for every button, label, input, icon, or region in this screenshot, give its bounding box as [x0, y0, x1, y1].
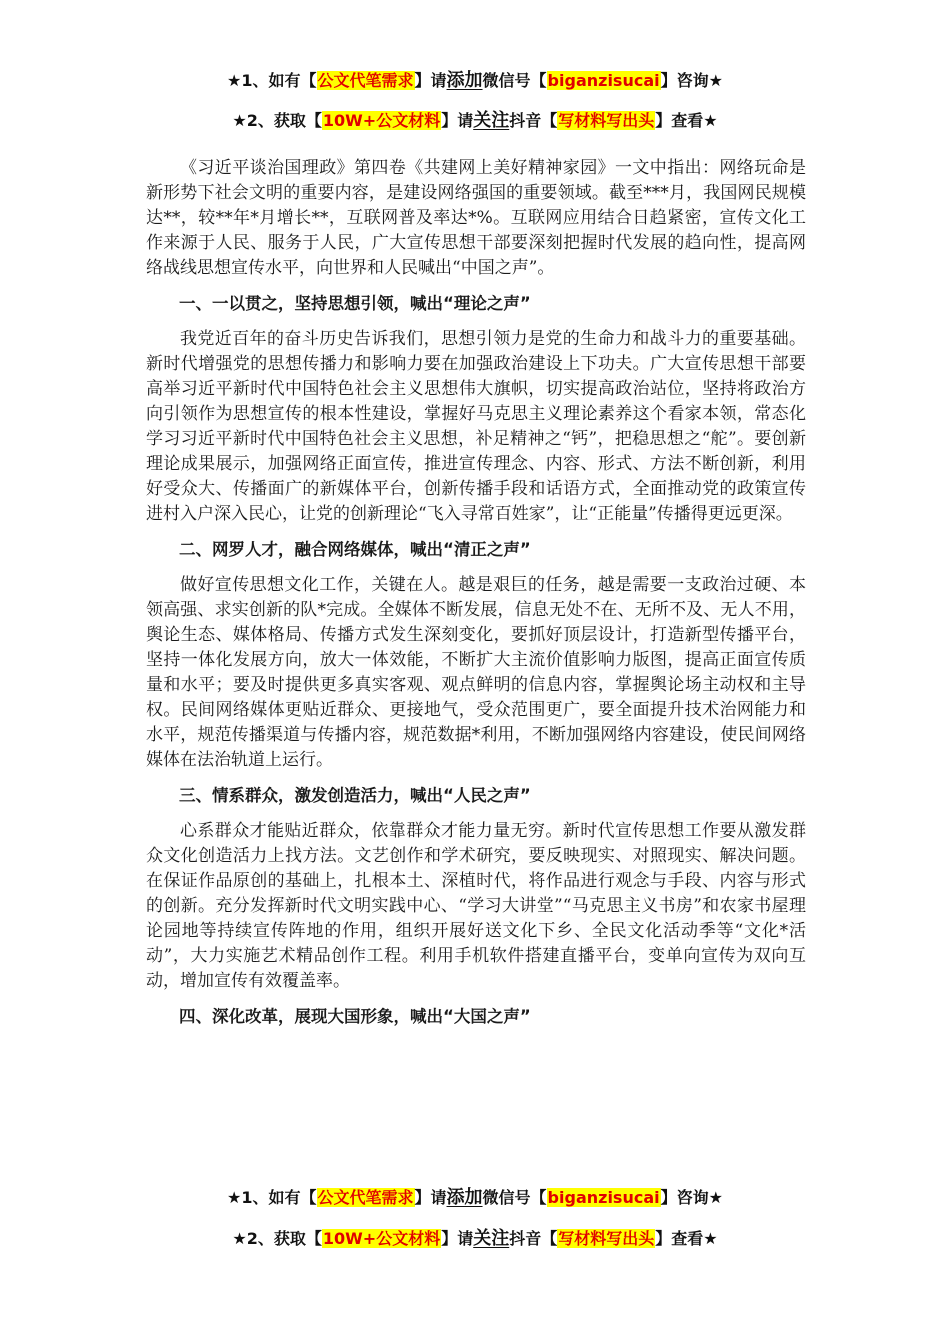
section-heading-2: 二、网罗人才，融合网络媒体，喊出“清正之声” — [179, 540, 531, 559]
banner-highlight-service: 公文代笔需求 — [317, 1188, 414, 1207]
intro-paragraph: 《习近平谈治国理政》第四卷《共建网上美好精神家园》一文中指出：网络玩命是新形势下社会文明的重要内容，是建设网络强国的重要领域。截至***月，我国网民规模达**，较**年*月增长**，互联网普及率达*%。互联网应用结合日趋紧密，宣传文化工作来源于人民、服务于人民，广大宣传思想干部要深刻把握时代发展的趋向性，提高网络战线思想宣传水平，向世界和人民喊出“中国之声”。 — [146, 158, 806, 278]
banner-underlined-word: 关注 — [473, 1228, 510, 1249]
top-banner-line-2 — [0, 109, 950, 133]
banner-underlined-word: 关注 — [473, 110, 510, 131]
banner-suffix: 】咨询★ — [660, 1188, 723, 1207]
banner-prefix: ★1、如有【 — [227, 71, 317, 90]
banner-prefix: ★1、如有【 — [227, 1188, 317, 1207]
banner-underlined-word: 添加 — [446, 1187, 483, 1208]
banner-text: 抖音【 — [509, 111, 558, 130]
section-body-1: 我党近百年的奋斗历史告诉我们，思想引领力是党的生命力和战斗力的重要基础。新时代增强党的思想传播力和影响力要在加强政治建设上下功夫。广大宣传思想干部要高举习近平新时代中国特色社会主义思想伟大旗帜，切实提高政治站位，坚持将政治方向引领作为思想宣传的根本性建设，掌握好马克思主义理论素养这个看家本领，常态化学习习近平新时代中国特色社会主义思想，补足精神之“钙”，把稳思想之“舵”。要创新理论成果展示，加强网络正面宣传，推进宣传理念、内容、形式、方法不断创新，利用好受众大、传播面广的新媒体平台，创新传播手段和话语方式，全面推动党的政策宣传进村入户深入民心，让党的创新理论“飞入寻常百姓家”，让“正能量”传播得更远更深。 — [146, 329, 806, 524]
banner-highlight-materials: 10W+公文材料 — [322, 1229, 441, 1248]
banner-highlight-materials: 10W+公文材料 — [322, 111, 441, 130]
section-heading-3: 三、情系群众，激发创造活力，喊出“人民之声” — [179, 786, 531, 805]
banner-text: 微信号【 — [482, 1188, 547, 1207]
banner-highlight-wechat-id: biganzisucai — [547, 1188, 660, 1207]
bottom-banner-line-2 — [0, 1227, 950, 1251]
banner-underlined-word: 添加 — [446, 70, 483, 91]
banner-suffix: 】查看★ — [655, 111, 718, 130]
section-body-3: 心系群众才能贴近群众，依靠群众才能力量无穷。新时代宣传思想工作要从激发群众文化创造活力上找方法。文艺创作和学术研究，要反映现实、对照现实、解决问题。在保证作品原创的基础上，扎根本土、深植时代，将作品进行观念与手段、内容与形式的创新。充分发挥新时代文明实践中心、“学习大讲堂”“马克思主义书房”和农家书屋理论园地等持续宣传阵地的作用，组织开展好送文化下乡、全民文化活动季等“文化*活动”，大力实施艺术精品创作工程。利用手机软件搭建直播平台，变单向宣传为双向互动，增加宣传有效覆盖率。 — [146, 821, 806, 991]
banner-prefix: ★2、获取【 — [232, 111, 322, 130]
banner-suffix: 】咨询★ — [660, 71, 723, 90]
bottom-banner-line-1 — [0, 1186, 950, 1210]
banner-text: 微信号【 — [482, 71, 547, 90]
banner-text: 】请 — [414, 1188, 447, 1207]
banner-highlight-douyin-id: 写材料写出头 — [558, 111, 655, 130]
banner-text: 】请 — [414, 71, 447, 90]
banner-highlight-service: 公文代笔需求 — [317, 71, 414, 90]
top-banner-line-1 — [0, 69, 950, 93]
banner-prefix: ★2、获取【 — [232, 1229, 322, 1248]
banner-highlight-wechat-id: biganzisucai — [547, 71, 660, 90]
section-body-2: 做好宣传思想文化工作，关键在人。越是艰巨的任务，越是需要一支政治过硬、本领高强、求实创新的队*完成。全媒体不断发展，信息无处不在、无所不及、无人不用，舆论生态、媒体格局、传播方式发生深刻变化，要抓好顶层设计，打造新型传播平台，坚持一体化发展方向，放大一体效能，不断扩大主流价值影响力版图，提高正面宣传质量和水平；要及时提供更多真实客观、观点鲜明的信息内容，掌握舆论场主动权和主导权。民间网络媒体更贴近群众、更接地气，受众范围更广，要全面提升技术治网能力和水平，规范传播渠道与传播内容，规范数据*利用，不断加强网络内容建设，使民间网络媒体在法治轨道上运行。 — [146, 575, 806, 770]
banner-highlight-douyin-id: 写材料写出头 — [558, 1229, 655, 1248]
banner-suffix: 】查看★ — [655, 1229, 718, 1248]
banner-text: 抖音【 — [509, 1229, 558, 1248]
document-body — [146, 156, 806, 1040]
section-heading-4: 四、深化改革，展现大国形象，喊出“大国之声” — [179, 1007, 531, 1026]
section-heading-1: 一、一以贯之，坚持思想引领，喊出“理论之声” — [179, 294, 531, 313]
banner-text: 】请 — [441, 111, 474, 130]
banner-text: 】请 — [441, 1229, 474, 1248]
